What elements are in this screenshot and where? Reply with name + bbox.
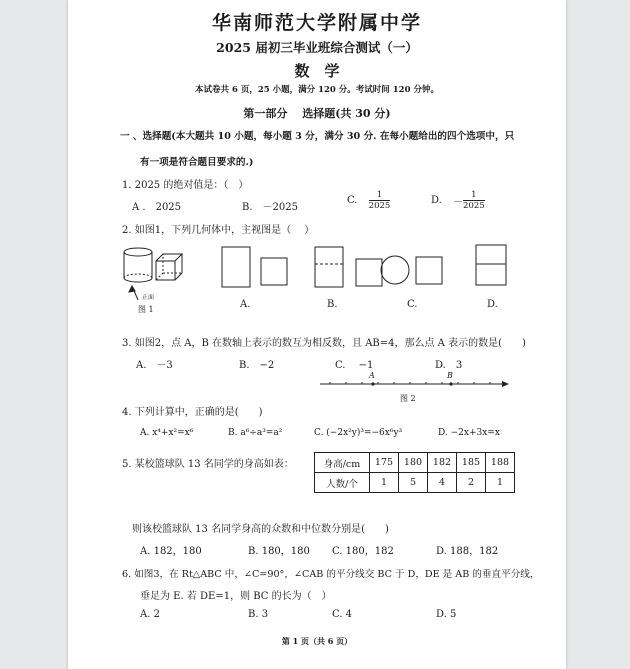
number-line bbox=[68, 0, 566, 400]
front-label: 正面 bbox=[142, 294, 155, 301]
q6-option-a: A. 2 bbox=[140, 609, 160, 620]
point-b-label: B bbox=[447, 371, 453, 380]
q4-option-c: C. (−2x²y)³=−6x⁶y³ bbox=[314, 428, 403, 438]
q2-stem: 2. 如图1，下列几何体中，主视图是（ ） bbox=[122, 225, 315, 236]
table-row: 人数/个 1 5 4 2 1 bbox=[315, 473, 515, 493]
q5-option-d: D. 188，182 bbox=[436, 546, 499, 557]
q5-option-b: B. 180，180 bbox=[248, 546, 310, 557]
q6-option-c: C. 4 bbox=[332, 609, 353, 620]
q5-stem: 5. 某校篮球队 13 名同学的身高如表： bbox=[122, 459, 294, 470]
part-title: 第一部分 选择题(共 30 分) bbox=[243, 107, 391, 120]
q4-option-d: D. −2x+3x=x bbox=[438, 428, 500, 438]
exam-title: 2025 届初三毕业班综合测试（一） bbox=[216, 40, 418, 55]
q4-option-a: A. x⁴+x²=x⁶ bbox=[140, 428, 194, 438]
q1-stem: 1. 2025 的绝对值是：（ ） bbox=[122, 180, 249, 191]
q6-stem: 6. 如图3，在 Rt△ABC 中，∠C=90°，∠CAB 的平分线交 BC 于 D，DE 是 AB 的垂直平分线， bbox=[122, 569, 540, 580]
q5-question: 则该校篮球队 13 名同学身高的众数和中位数分别是( ) bbox=[132, 524, 389, 535]
table-row: 身高/cm 175 180 182 185 188 bbox=[315, 453, 515, 473]
q2-option-c: C. bbox=[407, 299, 418, 310]
q3-stem: 3. 如图2，点 A，B 在数轴上表示的数互为相反数，且 AB=4，那么点 A 表示的数是( ) bbox=[122, 338, 526, 349]
q4-stem: 4. 下列计算中，正确的是( ) bbox=[122, 407, 263, 418]
page-footer: 第 1 页（共 6 页） bbox=[281, 636, 353, 646]
section-instruction-line1: 一 、选择题(本大题共 10 小题，每小题 3 分，满分 30 分. 在每小题给出的四个选项中，只 bbox=[120, 131, 515, 142]
q3-option-c: C. −1 bbox=[335, 360, 374, 371]
q6-line2: 垂足为 E. 若 DE=1，则 BC 的长为（ ） bbox=[140, 591, 332, 602]
q6-option-d: D. 5 bbox=[436, 609, 457, 620]
q3-option-a: A. －3 bbox=[136, 360, 173, 371]
q4-option-b: B. a⁶÷a³=a² bbox=[228, 428, 283, 438]
q3-option-d: D. 3 bbox=[435, 360, 463, 371]
height-table bbox=[314, 452, 515, 493]
figure1-caption: 图 1 bbox=[138, 305, 154, 314]
section-instruction-line2: 有一项是符合题目要求的.) bbox=[140, 157, 254, 168]
q1-option-a: A . 2025 bbox=[132, 202, 182, 213]
figure2-caption: 图 2 bbox=[400, 394, 416, 403]
q5-option-a: A. 182，180 bbox=[140, 546, 202, 557]
exam-note: 本试卷共 6 页，25 小题，满分 120 分。考试时间 120 分钟。 bbox=[195, 85, 439, 95]
exam-page bbox=[68, 0, 566, 669]
point-a-label: A bbox=[369, 371, 375, 380]
subject-title: 数 学 bbox=[294, 62, 340, 80]
q2-option-d: D. bbox=[487, 299, 498, 310]
q2-option-a: A. bbox=[240, 299, 251, 310]
q5-option-c: C. 180，182 bbox=[332, 546, 394, 557]
q3-option-b: B. −2 bbox=[239, 360, 275, 371]
point-b-marker bbox=[449, 382, 452, 385]
q2-option-b: B. bbox=[327, 299, 338, 310]
q1-option-c: C. $\frac{1}{2025}$ bbox=[347, 190, 391, 211]
point-a-marker bbox=[371, 382, 374, 385]
school-title: 华南师范大学附属中学 bbox=[211, 12, 422, 34]
q6-option-b: B. 3 bbox=[248, 609, 269, 620]
q1-option-d: D. － $\frac{1}{2025}$ bbox=[431, 190, 485, 211]
q1-option-b: B. －2025 bbox=[242, 202, 298, 213]
